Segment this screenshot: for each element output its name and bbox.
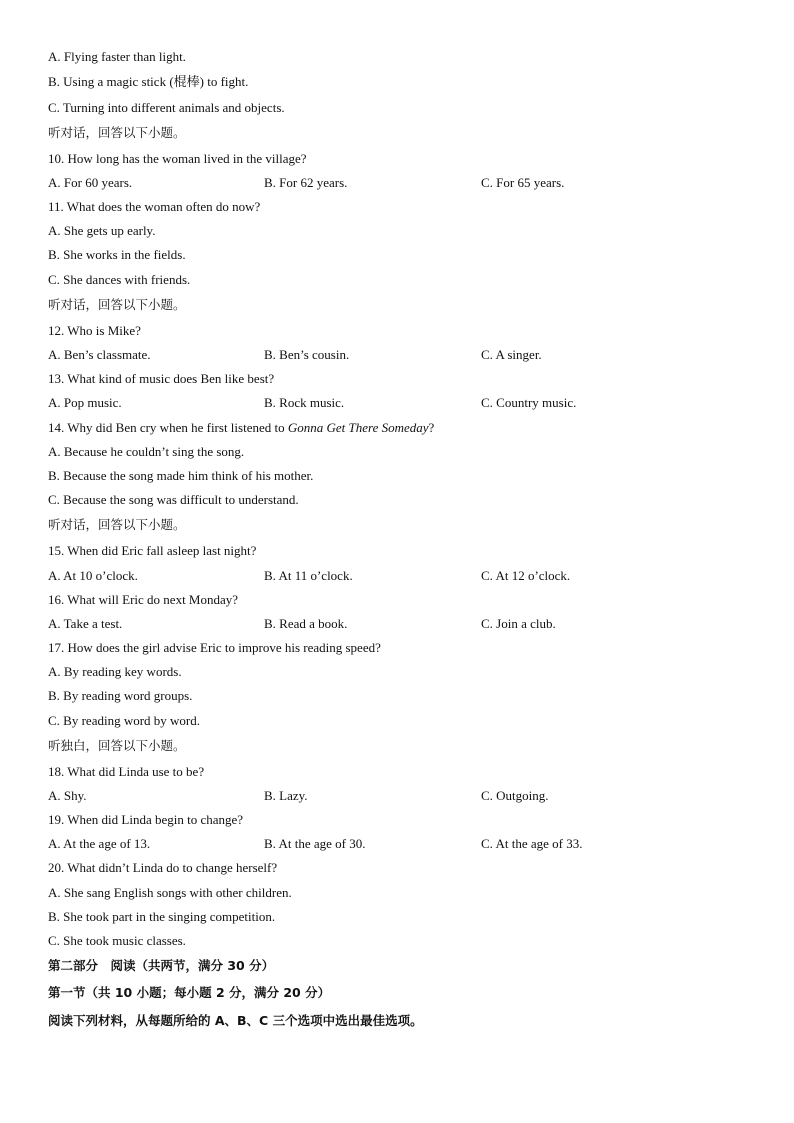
q14-option-b: B. Because the song made him think of his mother. — [48, 468, 314, 483]
q20-option-a: A. She sang English songs with other children. — [48, 885, 292, 900]
question-11: 11. What does the woman often do now? — [48, 199, 261, 214]
q18-option-b: B. Lazy. — [264, 788, 308, 803]
q13-option-a: A. Pop music. — [48, 395, 122, 410]
section-instruction: 听对话，回答以下小题。 — [48, 517, 186, 532]
question-19: 19. When did Linda begin to change? — [48, 812, 244, 827]
q13-option-b: B. Rock music. — [264, 395, 345, 410]
q13-option-c: C. Country music. — [481, 395, 577, 410]
q15-option-a: A. At 10 o’clock. — [48, 568, 138, 583]
q18-option-a: A. Shy. — [48, 788, 87, 803]
q9-option-c: C. Turning into different animals and objects. — [48, 100, 285, 115]
question-19-options — [48, 836, 748, 852]
question-14 — [48, 420, 434, 436]
q15-option-b: B. At 11 o’clock. — [264, 568, 353, 583]
q17-option-c: C. By reading word by word. — [48, 713, 201, 728]
question-13-options — [48, 395, 748, 411]
q19-option-b: B. At the age of 30. — [264, 836, 366, 851]
question-17: 17. How does the girl advise Eric to improve his reading speed? — [48, 640, 381, 655]
q19-option-a: A. At the age of 13. — [48, 836, 151, 851]
section-instruction: 听对话，回答以下小题。 — [48, 125, 186, 140]
q11-option-c: C. She dances with friends. — [48, 272, 191, 287]
question-15: 15. When did Eric fall asleep last night? — [48, 543, 257, 558]
question-16: 16. What will Eric do next Monday? — [48, 592, 239, 607]
q15-option-c: C. At 12 o’clock. — [481, 568, 571, 583]
q16-option-a: A. Take a test. — [48, 616, 123, 631]
reading-instruction: 阅读下列材料，从每题所给的 A、B、C 三个选项中选出最佳选项。 — [48, 1013, 423, 1028]
question-15-options — [48, 568, 748, 584]
q11-option-a: A. She gets up early. — [48, 223, 156, 238]
question-12-options — [48, 347, 748, 363]
q10-option-b: B. For 62 years. — [264, 175, 348, 190]
q14-option-a: A. Because he couldn’t sing the song. — [48, 444, 245, 459]
section-one-title: 第一节（共 10 小题；每小题 2 分，满分 20 分） — [48, 985, 331, 1000]
q16-option-c: C. Join a club. — [481, 616, 556, 631]
question-13: 13. What kind of music does Ben like best? — [48, 371, 275, 386]
q17-option-b: B. By reading word groups. — [48, 688, 193, 703]
q10-option-a: A. For 60 years. — [48, 175, 133, 190]
q14-text-suffix: ? — [428, 420, 435, 435]
question-18: 18. What did Linda use to be? — [48, 764, 205, 779]
q18-option-c: C. Outgoing. — [481, 788, 549, 803]
q20-option-c: C. She took music classes. — [48, 933, 186, 948]
question-10-options — [48, 175, 748, 191]
part-two-title: 第二部分 阅读（共两节，满分 30 分） — [48, 958, 275, 973]
question-12: 12. Who is Mike? — [48, 323, 141, 338]
section-instruction: 听对话，回答以下小题。 — [48, 297, 186, 312]
question-18-options — [48, 788, 748, 804]
q19-option-c: C. At the age of 33. — [481, 836, 583, 851]
q14-option-c: C. Because the song was difficult to understand. — [48, 492, 299, 507]
q14-text-prefix: 14. Why did Ben cry when he first listened to — [48, 420, 288, 435]
q9-option-b: B. Using a magic stick (棍棒) to fight. — [48, 74, 249, 89]
q12-option-a: A. Ben’s classmate. — [48, 347, 151, 362]
question-16-options — [48, 616, 748, 632]
q12-option-c: C. A singer. — [481, 347, 542, 362]
question-20: 20. What didn’t Linda do to change herself? — [48, 860, 278, 875]
q9-option-a: A. Flying faster than light. — [48, 49, 186, 64]
q12-option-b: B. Ben’s cousin. — [264, 347, 350, 362]
q20-option-b: B. She took part in the singing competition. — [48, 909, 276, 924]
song-title: Gonna Get There Someday — [287, 420, 429, 435]
q16-option-b: B. Read a book. — [264, 616, 348, 631]
q17-option-a: A. By reading key words. — [48, 664, 182, 679]
q10-option-c: C. For 65 years. — [481, 175, 565, 190]
q11-option-b: B. She works in the fields. — [48, 247, 186, 262]
section-instruction-monologue: 听独白，回答以下小题。 — [48, 738, 186, 753]
question-10: 10. How long has the woman lived in the village? — [48, 151, 307, 166]
